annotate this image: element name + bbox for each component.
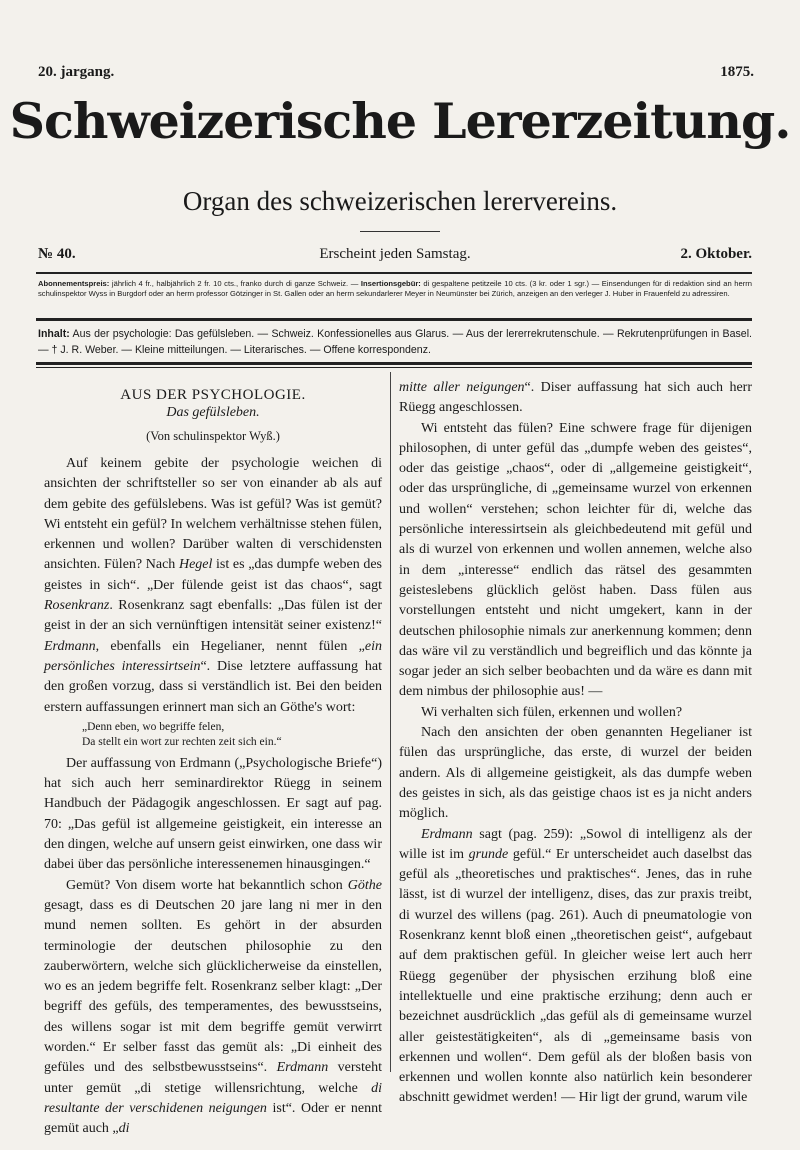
contents-bottom-rule-thin [36,367,752,368]
year-label: 1875. [720,64,754,80]
paragraph: Erdmann sagt (pag. 259): „Sowol di intelligenz als der wille ist im grunde gefül.“ Er unterscheidet auch daselbst das gefül als „theoretisches und praktisches“. Jenes, das in ruhe lässt, ist di wurzel der intelligenz, dises, das zur praxis treibt, di wurzel des willens (pag. 261). Auch di pneumatologie von Rosenkranz kennt bloß einen „theoretischen geist“, aufgebaut auf dem praktischen gefül. In gleicher weise lert auch herr Rüegg gegenüber der physischen erzihung bloß eine intellektuelle und eine praktische erzihung; denn auch er bezeichnet ausdrücklich „das gefül als di gemeinsame wurzel aller geistestätigkeiten“, als di „gemeinsame basis von erkennen und wollen“. Dem gefül als der bloßen basis von erkennen und wollen konnte also natürlich kein besonderer abschnitt gewidmet werden! — Hir ligt der grund, warum vile [399,826,753,1106]
paragraph: Auf keinem gebite der psychologie weichen di ansichten der schriftsteller so ser von einander ab als auf dem gebite des gefülslebens. Was ist gefül? Was ist gemüt? Wi entsteht ein gefül? In welchem verhältnisse stehen fülen, erkennen und wollen? Darüber walten di verschidensten ansichten. Fülen? Nach Hegel ist es „das dumpfe weben des geistes in sich“. „Der fülende geist ist das chaos“, sagt Rosenkranz. Rosenkranz sagt ebenfalls: „Das fülen ist der geist in der an sich vernünftigen intensität seiner existenz!“ Erdmann, ebenfalls ein Hegelianer, nennt fülen „ein persönliches interessirtsein“. Dise letztere auffassung hat den großen vorzug, dass si verständlich ist. Bei den beiden erstern auffassungen erinnert man sich an Göthe's wort: [44,456,383,715]
issue-date: 2. Oktober. [680,246,752,262]
insertion-label: Insertionsgebür: [360,279,421,288]
paragraph: Gemüt? Von disem worte hat bekanntlich schon Göthe gesagt, dass es di Deutschen 20 jare lang ni mer in den mund nemen sollten. Es gehört in der absurden terminologie der deutschen philosophie zu den zauberwörtern, welche sich glücklicherweise da einstellen, wo es an jedem begriffe felt. Rosenkranz selber klagt: „Der begriff des gefüls, des temperamentes, des bewusstseins, des willens sogar ist mit dem begriffe gemüt verwirrt worden.“ Er selber fasst das gemüt als: „Di einheit des gefüles und des selbstbewusstseins“. Erdmann versteht unter gemüt „di stetige willensrichtung, welche di resultante der verschidenen neigungen ist“. Oder er nennt gemüt auch „di [44,877,382,1137]
column-divider [390,372,391,1072]
left-column [44,378,382,1140]
subscription-label: Abonnementspreis: [38,279,110,288]
contents-top-rule [36,318,752,321]
insertion-text: di gespaltene petitzeile 10 cts. (3 kr. oder 1 sgr.) — Einsendungen für di redaktion sind an herrn schulinspektor Wyss in Burgdorf oder an herrn professor Götzinger in St. Gallen oder an herrn sekundarlerer Meyer in Neumünster bei Zürich, anzeigen an den verleger J. Huber in Frauenfeld zu adressiren. [38,279,752,298]
publication-schedule: Erscheint jeden Samstag. [319,246,471,262]
paragraph: Wi entsteht das fülen? Eine schwere frage für dijenigen philosophen, di unter gefül das „dumpfe weben des geistes“, oder das geistige „chaos“, oder di „allgemeine geistigkeit“, oder das ursprüngliche, di „gemeinsame wurzel von erkennen und wollen“ verstehen; schon leichter für di, welche das persönliche interessirtsein als gleichbedeutend mit gefül und als di wurzel von erkennen und wollen annemen, welche also in dem „interesse“ endlich das rätsel des gesammten geisteslebens glücklich gelöst haben. Dass fülen aus vorstellungen entsteht und nicht umgekert, kann in der deutschen philosophie nimals zur anerkennung kommen; denn das wäre vil zu verständlich und begreiflich und das könnte ja sogar jeder an sich selber beobachten und da wäre es dann mit dem nimbus der philosophie aus! — [399,420,752,700]
issue-info-line [38,246,752,268]
article-author: (Von schulinspektor Wyß.) [146,429,280,443]
article-subtitle: Das gefülsleben. [166,405,260,420]
goethe-quote [44,720,382,750]
contents-label: Inhalt: [38,328,70,340]
paragraph: Der auffassung von Erdmann („Psychologische Briefe“) hat sich auch herr seminardirektor Rüegg in seinem Handbuch der Pädagogik angeschlossen. Er sagt auf pag. 70: „Das gefül ist allgemeine geistigkeit, ein interesse an den dingen, welche auf unsern geist einwirken, one dass wir dabei über das persönliche interessenemen hinausgingen.“ [44,755,382,873]
issue-number: № 40. [38,246,76,262]
quote-line: Da stellt ein wort zur rechten zeit sich ein.“ [82,735,282,748]
title-divider [360,231,440,232]
quote-line: „Denn eben, wo begriffe felen, [82,720,225,733]
masthead-top-line [38,64,754,84]
contents-bottom-rule [36,362,752,365]
newspaper-title: Schweizerische Lererzeitung. [9,92,791,150]
article-title: AUS DER PSYCHOLOGIE. [120,387,306,403]
subscription-notice [38,279,752,299]
right-column [399,378,752,1109]
newspaper-subtitle: Organ des schweizerischen lerervereins. [182,186,618,216]
subscription-text: jährlich 4 fr., halbjährlich 2 fr. 10 cts., franko durch di ganze Schweiz. — [109,279,361,288]
table-of-contents [38,326,752,358]
paragraph: Wi verhalten sich fülen, erkennen und wollen? [421,704,683,720]
contents-text: Aus der psychologie: Das gefülsleben. — Schweiz. Konfessionelles aus Glarus. — Aus der lererrekrutenschule. — Rekrutenprüfungen in Basel. — † J. R. Weber. — Kleine mitteilungen. — Literarisches. — Offene korrespondenz. [38,328,752,356]
paragraph: Nach den ansichten der oben genannten Hegelianer ist fülen das ursprüngliche, das erste, di wurzel der beiden andern. Als di allgemeine geistigkeit, als das dumpfe weben des geistes in sich, als das geistige chaos ist es ja nicht anders möglich. [399,725,752,822]
header-rule [36,272,752,274]
volume-label: 20. jargang. [38,64,115,80]
paragraph: mitte aller neigungen“. Diser auffassung hat sich auch herr Rüegg angeschlossen. [399,380,752,416]
